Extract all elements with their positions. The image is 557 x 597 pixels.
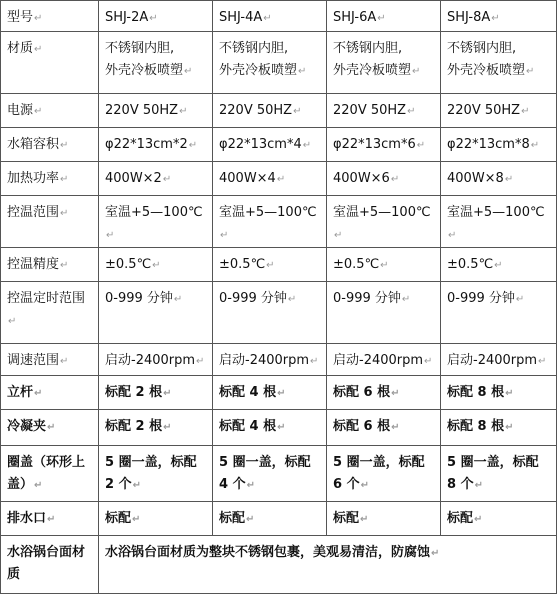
paragraph-mark-icon: ↵ bbox=[505, 422, 514, 433]
table-cell bbox=[99, 282, 213, 344]
table-cell bbox=[327, 196, 441, 248]
cell-text: φ22*13cm*2 bbox=[105, 137, 188, 152]
paragraph-mark-icon: ↵ bbox=[246, 480, 255, 491]
cell-text: 0-999 分钟 bbox=[219, 291, 287, 306]
paragraph-mark-icon: ↵ bbox=[538, 356, 547, 367]
table-cell bbox=[213, 128, 327, 162]
table-cell bbox=[327, 446, 441, 502]
table-cell bbox=[441, 282, 557, 344]
paragraph-mark-icon: ↵ bbox=[196, 356, 205, 367]
cell-text: 不锈钢内胆, 外壳冷板喷塑 bbox=[447, 41, 526, 78]
cell-text: 不锈钢内胆, 外壳冷板喷塑 bbox=[333, 41, 412, 78]
paragraph-mark-icon: ↵ bbox=[152, 260, 161, 271]
paragraph-mark-icon: ↵ bbox=[60, 174, 69, 185]
table-cell bbox=[441, 344, 557, 376]
cell-text: 标配 2 根 bbox=[105, 385, 163, 400]
paragraph-mark-icon: ↵ bbox=[132, 514, 141, 525]
table-cell bbox=[441, 410, 557, 446]
row-label-text: 圈盖（环形上盖） bbox=[7, 455, 86, 492]
table-cell bbox=[99, 196, 213, 248]
cell-text: 标配 6 根 bbox=[333, 385, 391, 400]
cell-text: SHJ-4A bbox=[219, 10, 263, 25]
paragraph-mark-icon: ↵ bbox=[293, 106, 302, 117]
cell-text: φ22*13cm*4 bbox=[219, 137, 302, 152]
cell-text: ±0.5℃ bbox=[219, 257, 266, 272]
cell-text: 标配 8 根 bbox=[447, 419, 505, 434]
table-cell bbox=[441, 1, 557, 32]
cell-text: 400W×8 bbox=[447, 171, 504, 186]
table-cell bbox=[327, 1, 441, 32]
cell-text: 5 圈一盖，标配 2 个 bbox=[105, 455, 197, 492]
cell-text: 室温+5—100℃ bbox=[219, 205, 317, 220]
cell-text: φ22*13cm*8 bbox=[447, 137, 530, 152]
row-label bbox=[1, 282, 99, 344]
paragraph-mark-icon: ↵ bbox=[515, 294, 525, 305]
table-cell bbox=[327, 344, 441, 376]
table-cell bbox=[441, 248, 557, 282]
footer-text: 水浴锅台面材质为整块不锈钢包裹，美观易清洁，防腐蚀 bbox=[105, 545, 431, 560]
paragraph-mark-icon: ↵ bbox=[47, 514, 56, 525]
cell-text: ±0.5℃ bbox=[333, 257, 380, 272]
paragraph-mark-icon: ↵ bbox=[276, 174, 286, 185]
row-label-text: 电源 bbox=[7, 103, 34, 118]
paragraph-mark-icon: ↵ bbox=[184, 66, 193, 77]
cell-text: 启动-2400rpm bbox=[219, 353, 310, 368]
row-label-text: 控温定时范围 bbox=[7, 291, 86, 306]
paragraph-mark-icon: ↵ bbox=[360, 514, 369, 525]
row-label bbox=[1, 376, 99, 410]
cell-text: 220V 50HZ bbox=[219, 103, 293, 118]
paragraph-mark-icon: ↵ bbox=[412, 66, 421, 77]
table-cell bbox=[213, 196, 327, 248]
paragraph-mark-icon: ↵ bbox=[407, 106, 416, 117]
row-label bbox=[1, 1, 99, 32]
paragraph-mark-icon: ↵ bbox=[302, 140, 312, 151]
table-row bbox=[1, 410, 557, 446]
paragraph-mark-icon: ↵ bbox=[60, 208, 69, 219]
paragraph-mark-icon: ↵ bbox=[505, 388, 514, 399]
cell-text: 标配 bbox=[219, 511, 246, 526]
table-cell bbox=[99, 446, 213, 502]
cell-text: φ22*13cm*6 bbox=[333, 137, 416, 152]
row-label bbox=[1, 248, 99, 282]
table-row bbox=[1, 248, 557, 282]
paragraph-mark-icon: ↵ bbox=[424, 356, 433, 367]
cell-text: 400W×6 bbox=[333, 171, 390, 186]
row-label-text: 型号 bbox=[7, 10, 34, 25]
table-cell bbox=[441, 502, 557, 536]
table-row bbox=[1, 502, 557, 536]
paragraph-mark-icon: ↵ bbox=[34, 44, 43, 55]
cell-text: 0-999 分钟 bbox=[105, 291, 173, 306]
paragraph-mark-icon: ↵ bbox=[491, 13, 500, 24]
cell-text: 400W×2 bbox=[105, 171, 162, 186]
row-label-text: 控温范围 bbox=[7, 205, 60, 220]
paragraph-mark-icon: ↵ bbox=[132, 480, 141, 491]
row-label bbox=[1, 344, 99, 376]
paragraph-mark-icon: ↵ bbox=[521, 106, 530, 117]
paragraph-mark-icon: ↵ bbox=[448, 230, 457, 241]
table-cell bbox=[99, 1, 213, 32]
table-cell bbox=[99, 376, 213, 410]
row-label bbox=[1, 446, 99, 502]
cell-text: 0-999 分钟 bbox=[447, 291, 515, 306]
cell-text: 标配 4 根 bbox=[219, 419, 277, 434]
paragraph-mark-icon: ↵ bbox=[474, 514, 483, 525]
row-label-text: 排水口 bbox=[7, 511, 47, 526]
paragraph-mark-icon: ↵ bbox=[530, 140, 540, 151]
cell-text: 启动-2400rpm bbox=[105, 353, 196, 368]
table-cell bbox=[213, 282, 327, 344]
paragraph-mark-icon: ↵ bbox=[220, 230, 229, 241]
footer-label bbox=[1, 536, 99, 594]
table-cell bbox=[327, 376, 441, 410]
cell-text: 启动-2400rpm bbox=[333, 353, 424, 368]
paragraph-mark-icon: ↵ bbox=[526, 66, 535, 77]
cell-text: 5 圈一盖，标配 4 个 bbox=[219, 455, 311, 492]
paragraph-mark-icon: ↵ bbox=[277, 422, 286, 433]
table-cell bbox=[99, 344, 213, 376]
paragraph-mark-icon: ↵ bbox=[34, 388, 43, 399]
cell-text: 标配 bbox=[105, 511, 132, 526]
paragraph-mark-icon: ↵ bbox=[401, 294, 411, 305]
table-cell bbox=[99, 94, 213, 128]
table-cell bbox=[99, 248, 213, 282]
cell-text: 室温+5—100℃ bbox=[105, 205, 203, 220]
table-row bbox=[1, 94, 557, 128]
table-cell bbox=[213, 162, 327, 196]
table-cell bbox=[327, 248, 441, 282]
row-label-text: 立杆 bbox=[7, 385, 34, 400]
table-cell bbox=[441, 94, 557, 128]
row-label bbox=[1, 32, 99, 94]
table-row bbox=[1, 196, 557, 248]
row-label-text: 冷凝夹 bbox=[7, 419, 47, 434]
cell-text: 220V 50HZ bbox=[333, 103, 407, 118]
cell-text: 标配 2 根 bbox=[105, 419, 163, 434]
paragraph-mark-icon: ↵ bbox=[60, 260, 69, 271]
table-cell bbox=[99, 128, 213, 162]
table-cell bbox=[213, 1, 327, 32]
table-cell bbox=[441, 446, 557, 502]
cell-text: 0-999 分钟 bbox=[333, 291, 401, 306]
table-cell bbox=[213, 446, 327, 502]
cell-text: SHJ-2A bbox=[105, 10, 149, 25]
table-row bbox=[1, 32, 557, 94]
paragraph-mark-icon: ↵ bbox=[377, 13, 386, 24]
table-cell bbox=[99, 162, 213, 196]
table-cell bbox=[213, 344, 327, 376]
table-cell bbox=[213, 410, 327, 446]
cell-text: 5 圈一盖，标配 8 个 bbox=[447, 455, 539, 492]
table-cell bbox=[213, 502, 327, 536]
row-label bbox=[1, 410, 99, 446]
paragraph-mark-icon: ↵ bbox=[277, 388, 286, 399]
paragraph-mark-icon: ↵ bbox=[391, 388, 400, 399]
paragraph-mark-icon: ↵ bbox=[431, 548, 440, 559]
paragraph-mark-icon: ↵ bbox=[47, 422, 56, 433]
paragraph-mark-icon: ↵ bbox=[494, 260, 503, 271]
cell-text: 标配 bbox=[333, 511, 360, 526]
paragraph-mark-icon: ↵ bbox=[60, 356, 69, 367]
table-cell bbox=[327, 128, 441, 162]
table-row bbox=[1, 282, 557, 344]
footer-row bbox=[1, 536, 557, 594]
cell-text: 室温+5—100℃ bbox=[447, 205, 545, 220]
row-label-text: 材质 bbox=[7, 41, 34, 56]
table-cell bbox=[441, 32, 557, 94]
row-label bbox=[1, 94, 99, 128]
cell-text: 不锈钢内胆, 外壳冷板喷塑 bbox=[219, 41, 298, 78]
paragraph-mark-icon: ↵ bbox=[179, 106, 188, 117]
cell-text: ±0.5℃ bbox=[447, 257, 494, 272]
row-label bbox=[1, 502, 99, 536]
cell-text: 400W×4 bbox=[219, 171, 276, 186]
paragraph-mark-icon: ↵ bbox=[163, 422, 172, 433]
paragraph-mark-icon: ↵ bbox=[149, 13, 158, 24]
paragraph-mark-icon: ↵ bbox=[504, 174, 514, 185]
table-cell bbox=[99, 502, 213, 536]
table-row bbox=[1, 128, 557, 162]
table-row bbox=[1, 162, 557, 196]
cell-text: 标配 6 根 bbox=[333, 419, 391, 434]
paragraph-mark-icon: ↵ bbox=[391, 422, 400, 433]
paragraph-mark-icon: ↵ bbox=[266, 260, 275, 271]
table-cell bbox=[327, 32, 441, 94]
spec-table-body bbox=[1, 1, 557, 594]
table-cell bbox=[99, 32, 213, 94]
row-label-text: 水箱容积 bbox=[7, 137, 60, 152]
cell-text: ±0.5℃ bbox=[105, 257, 152, 272]
paragraph-mark-icon: ↵ bbox=[287, 294, 297, 305]
paragraph-mark-icon: ↵ bbox=[60, 140, 69, 151]
paragraph-mark-icon: ↵ bbox=[163, 388, 172, 399]
paragraph-mark-icon: ↵ bbox=[34, 480, 43, 491]
cell-text: SHJ-6A bbox=[333, 10, 377, 25]
paragraph-mark-icon: ↵ bbox=[310, 356, 319, 367]
paragraph-mark-icon: ↵ bbox=[416, 140, 426, 151]
table-cell bbox=[327, 162, 441, 196]
table-cell bbox=[327, 502, 441, 536]
paragraph-mark-icon: ↵ bbox=[380, 260, 389, 271]
cell-text: 不锈钢内胆, 外壳冷板喷塑 bbox=[105, 41, 184, 78]
table-cell bbox=[441, 196, 557, 248]
table-row bbox=[1, 1, 557, 32]
footer-label-text: 水浴锅台面材质 bbox=[7, 545, 86, 582]
paragraph-mark-icon: ↵ bbox=[8, 316, 17, 327]
footer-description bbox=[99, 536, 557, 594]
table-cell bbox=[213, 32, 327, 94]
table-cell bbox=[327, 410, 441, 446]
table-cell bbox=[213, 376, 327, 410]
table-row bbox=[1, 344, 557, 376]
cell-text: 室温+5—100℃ bbox=[333, 205, 431, 220]
cell-text: 220V 50HZ bbox=[105, 103, 179, 118]
cell-text: 标配 bbox=[447, 511, 474, 526]
paragraph-mark-icon: ↵ bbox=[334, 230, 343, 241]
table-row bbox=[1, 376, 557, 410]
table-cell bbox=[99, 410, 213, 446]
cell-text: 启动-2400rpm bbox=[447, 353, 538, 368]
row-label-text: 控温精度 bbox=[7, 257, 60, 272]
paragraph-mark-icon: ↵ bbox=[360, 480, 369, 491]
cell-text: 标配 4 根 bbox=[219, 385, 277, 400]
paragraph-mark-icon: ↵ bbox=[34, 13, 43, 24]
table-cell bbox=[441, 162, 557, 196]
paragraph-mark-icon: ↵ bbox=[162, 174, 172, 185]
table-cell bbox=[213, 94, 327, 128]
paragraph-mark-icon: ↵ bbox=[106, 230, 115, 241]
paragraph-mark-icon: ↵ bbox=[173, 294, 183, 305]
table-cell bbox=[327, 282, 441, 344]
cell-text: 5 圈一盖，标配 6 个 bbox=[333, 455, 425, 492]
paragraph-mark-icon: ↵ bbox=[246, 514, 255, 525]
table-cell bbox=[441, 128, 557, 162]
row-label bbox=[1, 196, 99, 248]
paragraph-mark-icon: ↵ bbox=[390, 174, 400, 185]
row-label-text: 加热功率 bbox=[7, 171, 60, 186]
row-label bbox=[1, 162, 99, 196]
cell-text: SHJ-8A bbox=[447, 10, 491, 25]
cell-text: 220V 50HZ bbox=[447, 103, 521, 118]
row-label-text: 调速范围 bbox=[7, 353, 60, 368]
table-cell bbox=[213, 248, 327, 282]
table-row bbox=[1, 446, 557, 502]
table-cell bbox=[327, 94, 441, 128]
paragraph-mark-icon: ↵ bbox=[263, 13, 272, 24]
paragraph-mark-icon: ↵ bbox=[298, 66, 307, 77]
paragraph-mark-icon: ↵ bbox=[474, 480, 483, 491]
cell-text: 标配 8 根 bbox=[447, 385, 505, 400]
row-label bbox=[1, 128, 99, 162]
paragraph-mark-icon: ↵ bbox=[188, 140, 198, 151]
table-cell bbox=[441, 376, 557, 410]
paragraph-mark-icon: ↵ bbox=[34, 106, 43, 117]
